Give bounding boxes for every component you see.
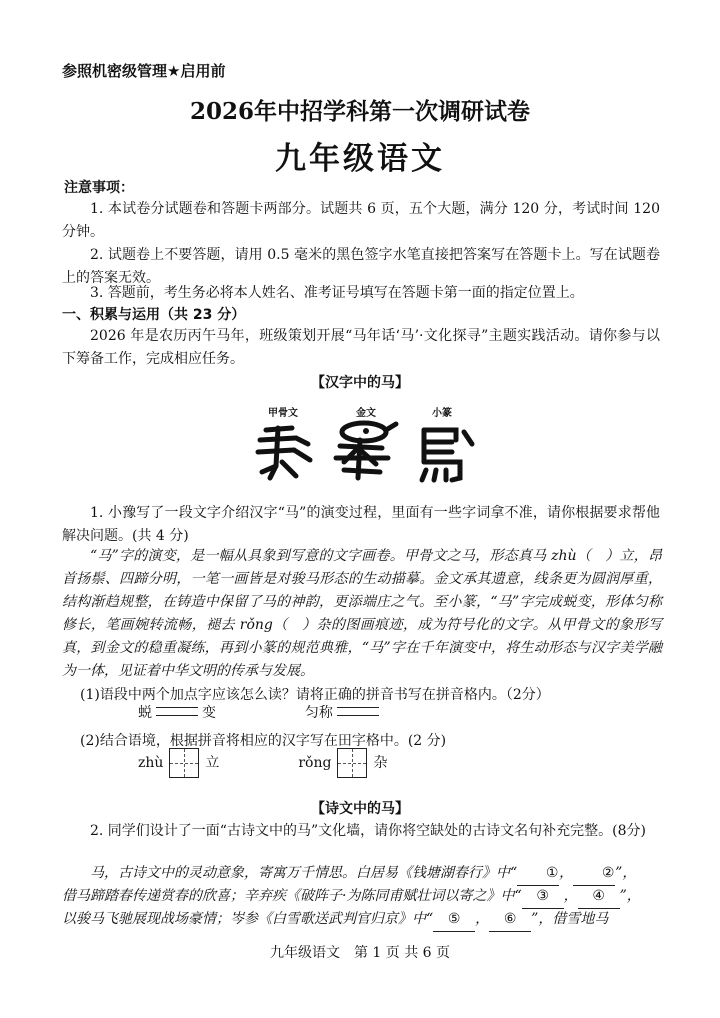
- char-za: 杂: [373, 755, 388, 771]
- blank-3[interactable]: ③: [522, 885, 564, 909]
- pinyin-row: [138, 702, 383, 723]
- q2-stem: 2. 同学们设计了一面“古诗文中的马”文化墙，请你将空缺处的古诗文名句补充完整。(8分): [90, 823, 646, 839]
- blank-2[interactable]: ②: [573, 862, 615, 886]
- q2-line-2: 借马蹄踏春传递赏春的欣喜；辛弃疾《破阵子·为陈同甫赋壮词以寄之》中“ ③ ， ④ ”，: [62, 885, 662, 909]
- note-item-1: 1. 本试卷分试题卷和答题卡两部分。试题共 6 页，五个大题，满分 120 分，考试时间 120 分钟。: [62, 201, 660, 240]
- tian-grid-1[interactable]: [169, 748, 199, 778]
- note-item-3: 3. 答题前，考生务必将本人姓名、准考证号填写在答题卡第一面的指定位置上。: [90, 285, 584, 301]
- note-item-2: 2. 试题卷上不要答题，请用 0.5 毫米的黑色签字水笔直接把答案写在答题卡上。写在试题卷上的答案无效。: [62, 247, 660, 286]
- pinyin-box-1[interactable]: [156, 703, 198, 723]
- glyph-label-oracle: 甲骨文: [268, 408, 298, 419]
- glyph-label-seal: 小篆: [432, 408, 452, 419]
- pinyin-word-1b: 变: [202, 705, 216, 721]
- grid-row: [138, 748, 387, 778]
- q1-sub2: (2)结合语境，根据拼音将相应的汉字写在田字格中。(2 分): [80, 733, 447, 749]
- part-poem-heading: 【诗文中的马】: [311, 801, 409, 817]
- part-hanzi-heading: 【汉字中的马】: [311, 375, 409, 391]
- secret-mark: 参照机密级管理★启用前: [62, 62, 226, 80]
- q1-sub1: (1)语段中两个加点字应该怎么读？请将正确的拼音书写在拼音格内。（2分）: [80, 687, 550, 703]
- pinyin-rong: rǒng: [298, 755, 332, 771]
- bronze-horse-glyph: [330, 418, 400, 484]
- q1-stem: 1. 小豫写了一段文字介绍汉字“马”的演变过程，里面有一些字词拿不准，请你根据要求帮他解决问题。(共 4 分): [62, 505, 660, 544]
- pinyin-zhu: zhù: [138, 755, 164, 771]
- glyph-label-bronze: 金文: [356, 408, 376, 419]
- section-intro: 2026 年是农历丙午马年，班级策划开展“马年话‘马’·文化探寻”主题实践活动。请你参与以下筹备工作，完成相应任务。: [62, 328, 660, 367]
- char-li: 立: [205, 755, 220, 771]
- tian-grid-2[interactable]: [337, 748, 367, 778]
- blank-5[interactable]: ⑤: [433, 908, 475, 932]
- q2-line-3: 以骏马飞驰展现战场豪情；岑参《白雪歌送武判官归京》中“ ⑤ ， ⑥ ”，借雪地马: [62, 908, 662, 932]
- blank-4[interactable]: ④: [578, 885, 620, 909]
- blank-6[interactable]: ⑥: [489, 908, 531, 932]
- q1-passage: “马”字的演变，是一幅从具象到写意的文字画卷。甲骨文之马，形态真马 zhù（ ）立，昂首扬鬃、四蹄分明，一笔一画皆是对骏马形态的生动描摹。金文承其遗意，线条更为圆润厚重，结构渐趋规整，在铸造中保留了马的神韵，更添端庄之气。至小篆，“马”字完成蜕变，形体匀称修长，笔画婉转流畅，褪去 rǒng（ ）杂的图画痕迹，成为符号化的文字。从甲骨文的象形写真，到金文的稳重凝练，再到小篆的规范典雅，“马”字在千年演变中，将生动形态与汉字美学融为一体，见证着中华文明的传承与发展。: [62, 548, 662, 679]
- exam-title: 2026年中招学科第一次调研试卷: [189, 98, 530, 125]
- page-footer: 九年级语文 第 1 页 共 6 页: [269, 945, 451, 961]
- oracle-horse-glyph: [252, 422, 316, 484]
- blank-1[interactable]: ①: [517, 862, 559, 886]
- subject-title: 九年级语文: [275, 141, 445, 177]
- notes-heading: 注意事项：: [64, 180, 134, 196]
- section-heading: 一、积累与运用（共 23 分）: [62, 307, 246, 323]
- q2-line-1: 马，古诗文中的灵动意象，寄寓万千情思。白居易《钱塘湖春行》中“ ①， ②”，: [62, 862, 662, 886]
- pinyin-word-1a: 蜕: [138, 705, 152, 721]
- pinyin-box-2[interactable]: [337, 703, 379, 723]
- seal-horse-glyph: [412, 422, 478, 484]
- pinyin-word-2: 匀称: [304, 705, 333, 721]
